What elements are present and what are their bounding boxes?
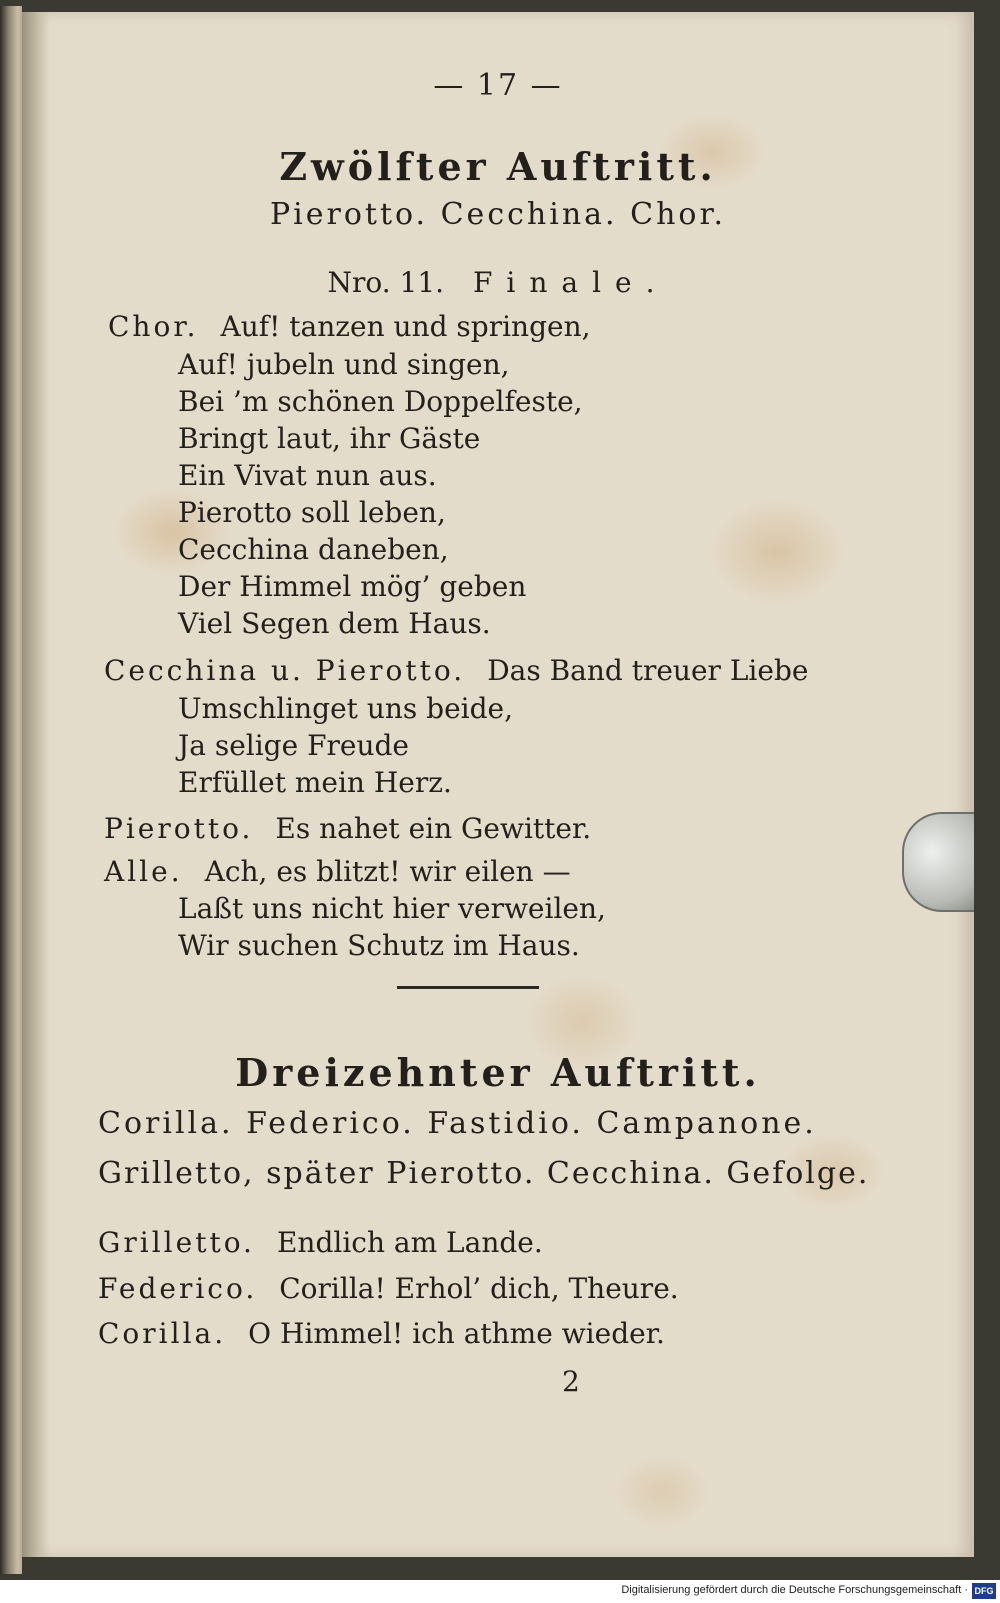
line-text: Laßt uns nicht hier verweilen,: [178, 892, 606, 925]
footer-credit: Digitalisierung gefördert durch die Deutsche Forschungsgemeinschaft ·: [621, 1584, 968, 1596]
speaker-name: Alle.: [104, 855, 183, 888]
text-line: [108, 310, 591, 343]
speaker-name: Grilletto.: [98, 1226, 255, 1259]
number-label: Nro. 11.: [327, 266, 445, 299]
text-line: [178, 459, 437, 492]
line-text: Umschlinget uns beide,: [178, 692, 514, 725]
number-heading: [22, 266, 974, 299]
cast-list: Pierotto. Cecchina. Chor.: [269, 197, 727, 232]
line-text: Ach, es blitzt! wir eilen —: [204, 855, 571, 888]
line-text: Bei ’m schönen Doppelfeste,: [178, 385, 583, 418]
scene-title: Dreizehnter Auftritt.: [235, 1050, 761, 1095]
scene-title: Zwölfter Auftritt.: [279, 144, 717, 189]
number-title: Finale.: [472, 266, 669, 299]
text-line: [178, 422, 480, 455]
line-text: Corilla! Erhol’ dich, Theure.: [279, 1272, 679, 1305]
text-line: [178, 348, 510, 381]
text-line: [178, 929, 580, 962]
cast-list: Grilletto, später Pierotto. Cecchina. Gefolge.: [98, 1156, 870, 1191]
line-text: Cecchina daneben,: [178, 533, 449, 566]
text-line: [178, 692, 513, 725]
text-line: [98, 1272, 679, 1305]
line-text: Es nahet ein Gewitter.: [275, 812, 592, 845]
text-line: [178, 607, 491, 640]
text-line: [104, 812, 591, 845]
signature-mark: 2: [562, 1365, 580, 1398]
line-text: Auf! jubeln und singen,: [178, 348, 510, 381]
text-line: [178, 570, 526, 603]
line-text: Endlich am Lande.: [276, 1226, 543, 1259]
text-line: [98, 1317, 665, 1350]
text-line: [178, 729, 409, 762]
dfg-logo: DFG: [972, 1583, 996, 1599]
book-edge: [0, 6, 22, 1574]
text-line: [98, 1226, 543, 1259]
line-text: Ja selige Freude: [178, 729, 409, 762]
line-text: O Himmel! ich athme wieder.: [248, 1317, 665, 1350]
speaker-name: Pierotto.: [104, 812, 254, 845]
page: [22, 12, 974, 1557]
line-text: Bringt laut, ihr Gäste: [178, 422, 481, 455]
speaker-name: Cecchina u. Pierotto.: [104, 654, 466, 687]
line-text: Der Himmel mög’ geben: [178, 570, 527, 603]
speaker-name: Chor.: [108, 310, 199, 343]
text-line: [178, 385, 583, 418]
text-line: [104, 855, 571, 888]
page-gutter: [22, 12, 50, 1557]
page-number: — 17 —: [433, 68, 563, 103]
speaker-name: Corilla.: [98, 1317, 227, 1350]
line-text: Pierotto soll leben,: [178, 496, 446, 529]
line-text: Ein Vivat nun aus.: [178, 459, 437, 492]
text-line: [178, 766, 452, 799]
section-divider: [397, 986, 539, 989]
line-text: Erfüllet mein Herz.: [178, 766, 452, 799]
line-text: Das Band treuer Liebe: [487, 654, 809, 687]
text-line: [104, 654, 808, 687]
cast-list: Corilla. Federico. Fastidio. Campanone.: [98, 1106, 817, 1141]
page-tab-marker: [902, 812, 974, 912]
line-text: Viel Segen dem Haus.: [178, 607, 491, 640]
line-text: Wir suchen Schutz im Haus.: [178, 929, 580, 962]
line-text: Auf! tanzen und springen,: [220, 310, 591, 343]
text-line: [178, 892, 606, 925]
text-line: [178, 496, 446, 529]
text-line: [178, 533, 449, 566]
speaker-name: Federico.: [98, 1272, 258, 1305]
footer-bar: [0, 1580, 1000, 1603]
